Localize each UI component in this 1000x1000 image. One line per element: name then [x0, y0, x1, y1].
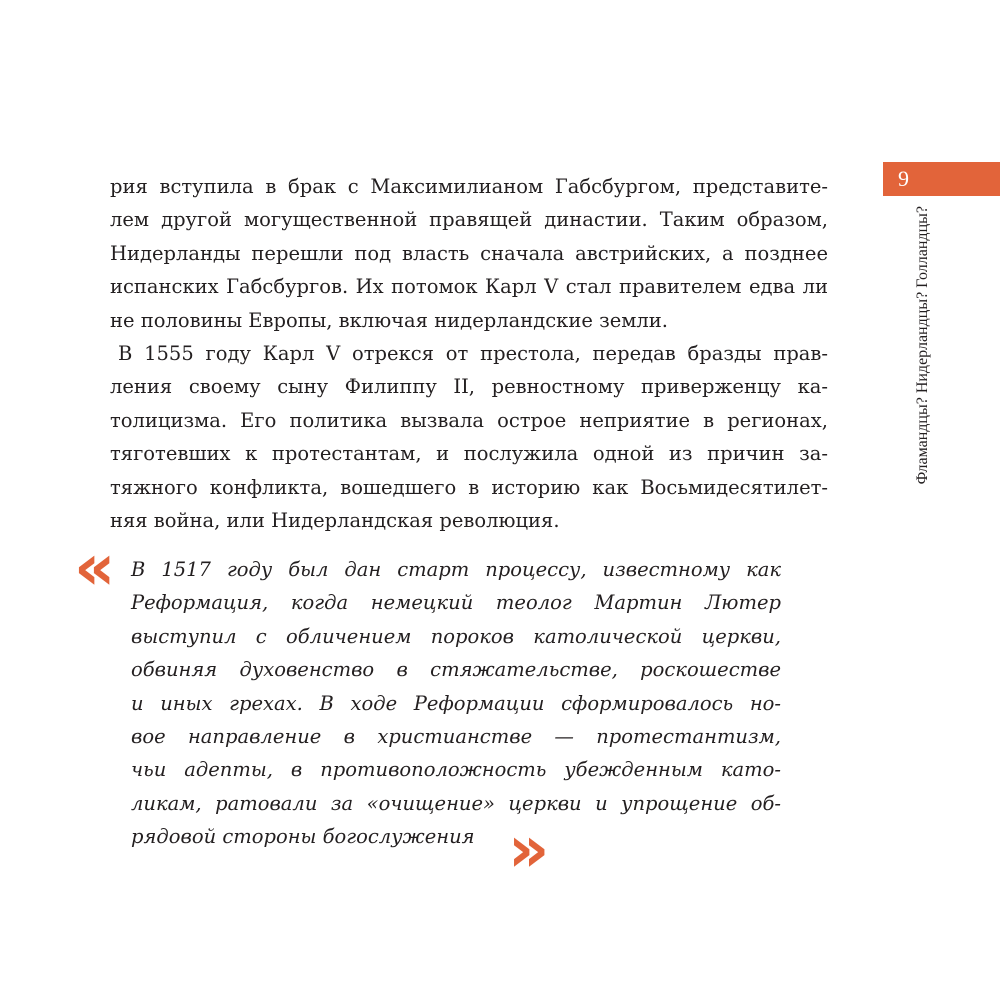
paragraph-2 — [110, 337, 828, 537]
text-line: толицизма. Его политика вызвала острое неприятие в регионах, — [110, 408, 828, 432]
running-head-container — [913, 206, 931, 485]
quote-line: В 1517 году был дан старт процессу, известному как — [131, 558, 781, 581]
open-quote-icon: « — [74, 531, 116, 605]
quote-line: Реформация, когда немецкий теолог Мартин Лютер — [131, 591, 781, 615]
paragraph-1 — [110, 170, 828, 337]
quote-line: чьи адепты, в противоположность убежденным като- — [131, 758, 781, 782]
pull-quote — [131, 553, 781, 854]
text-line: лем другой могущественной правящей династии. Таким образом, — [110, 208, 828, 232]
text-line: Нидерланды перешли под власть сначала австрийских, а позднее — [110, 241, 828, 265]
text-line: ления своему сыну Филиппу II, ревностному приверженцу ка- — [110, 375, 828, 399]
quote-line: и иных грехах. В ходе Реформации сформировалось но- — [131, 691, 781, 715]
quote-line: ликам, ратовали за «очищение» церкви и упрощение об- — [131, 791, 781, 815]
quote-line: обвиняя духовенство в стяжательстве, роскошестве — [131, 658, 781, 682]
close-quote-icon: » — [508, 813, 550, 887]
text-line: испанских Габсбургов. Их потомок Карл V стал правителем едва ли — [110, 275, 828, 299]
main-text — [110, 170, 828, 537]
quote-line: рядовой стороны богослужения — [131, 825, 475, 849]
text-line: тяготевших к протестантам, и послужила одной из причин за- — [110, 442, 828, 466]
text-line: няя война, или Нидерландская революция. — [110, 509, 560, 533]
quote-line: выступил с обличением пороков католической церкви, — [131, 624, 781, 648]
page-number: 9 — [898, 166, 909, 191]
text-line: рия вступила в брак с Максимилианом Габсбургом, представите- — [110, 175, 828, 198]
quote-line: вое направление в христианстве — протестантизм, — [131, 725, 781, 749]
text-line: В 1555 году Карл V отрекся от престола, передав бразды прав- — [118, 342, 828, 366]
text-line: тяжного конфликта, вошедшего в историю как Восьмидесятилет- — [110, 475, 828, 499]
text-line: не половины Европы, включая нидерландские земли. — [110, 308, 668, 332]
running-head: Фламандцы? Нидерландцы? Голландцы? — [914, 206, 931, 485]
